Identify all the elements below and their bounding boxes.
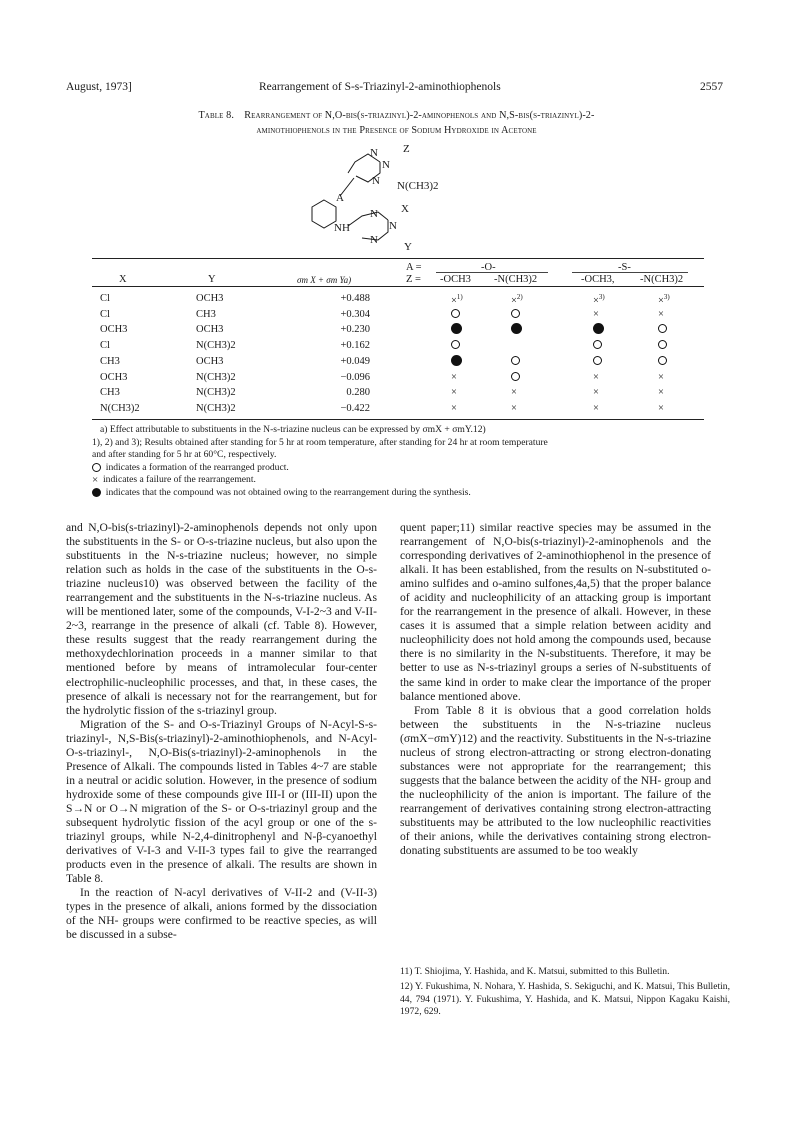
cell-y: N(CH3)2 [196,371,236,383]
cell-x: N(CH3)2 [100,402,140,414]
upper-z: Z [403,143,410,155]
cell-x: CH3 [100,387,120,399]
header-nme2-o: -N(CH3)2 [494,274,538,285]
table-bottom-rule [92,419,704,420]
legend-circle: indicates a formation of the rearranged product. [92,462,704,475]
header-x: X [119,274,127,285]
legend-cross: × indicates a failure of the rearrangement. [92,474,256,487]
filled-circle-icon [451,356,481,367]
header-date: August, 1973] [66,81,132,93]
running-title: Rearrangement of S-s-Triazinyl-2-aminothiophenols [259,81,501,93]
header-och3-s: -OCH3, [581,274,615,285]
cell-sigma: +0.162 [340,340,370,352]
cell-x: OCH3 [100,371,128,383]
cell-sigma: 0.280 [346,387,370,399]
table-top-rule [92,258,704,259]
cell-y: CH3 [196,308,216,320]
cross-icon: × [451,371,457,383]
cross-icon: × [593,371,599,383]
left-column [66,521,377,942]
cell-x: Cl [100,293,110,304]
open-circle-icon [92,463,101,472]
upper-n1: N [370,147,378,159]
header-sigma: σm X + σm Ya) [297,275,352,285]
cell-y: OCH3 [196,355,224,367]
table-caption-line2: aminothiophenols in the Presence of Sodium Hydroxide in Acetone [256,125,537,136]
cross-icon: × [511,387,517,399]
filled-circle-icon [451,324,481,335]
header-y: Y [208,274,216,285]
cross-icon: × [658,402,664,414]
chemical-structure [290,140,450,252]
cell-y: N(CH3)2 [196,387,236,399]
cell-x: Cl [100,308,110,320]
upper-n2: N [382,159,390,171]
table-notes [92,424,704,500]
cell-y: N(CH3)2 [196,340,236,352]
open-circle-icon [658,324,688,335]
cell-x: CH3 [100,355,120,367]
reference-11: 11) T. Shiojima, Y. Hashida, and K. Matsui, submitted to this Bulletin. [400,966,670,977]
references [400,966,730,1019]
open-circle-icon [593,340,623,351]
open-circle-icon [658,356,688,367]
open-circle-icon [593,356,623,367]
cross-icon: ×$^{3)}$ [658,293,670,307]
header-group-s: -S- [618,262,631,273]
header-nme2-s: -N(CH3)2 [640,274,684,285]
cross-icon: × [593,308,599,320]
cell-sigma: −0.096 [340,371,370,383]
cell-y: OCH3 [196,324,224,336]
cell-x: OCH3 [100,324,128,336]
right-para-2: From Table 8 it is obvious that a good correlation holds between the substituents in the N-s-triazine nucleus (σmX−σmY)12) and the reactivity. Substituents in the N-s-triazine nucleus of strong electron-attracting or strong electron-donating substances were not appropriate for the rearrangement; this suggests that the balance between the acidity of the NH- group and the nucleophilicity of the anion is important. The failure of the rearrangement of derivatives containing strong electron-attracting substituents may be attributed to the low nucleophilic reactivities of their anions, while the derivatives containing strong electron-donating substituents are assumed to be too weakly [400,703,711,858]
open-circle-icon [511,356,541,367]
cross-icon: × [593,402,599,414]
note-conditions-2: and after standing for 5 hr at 60°C, respectively. [92,449,277,461]
left-para-1: and N,O-bis(s-triazinyl)-2-aminophenols depends not only upon the substituents in the S- or O-s-triazine nucleus, but also upon the substituents in the N-s-triazine nucleus; however, no simple relation such as holds in the case of the substituents in the O-s-triazine nucleus10) was observed between the facility of the rearrangement and the substituents in the N-s-triazine nucleus. As will be mentioned later, some of the compounds, V-I-2~3 and V-II-2~3, rearrange in the presence of alkali (cf. Table 8). However, these results suggest that the ready rearrangement during the methoxydechlorination proceeds in a manner similar to that mentioned before by means of intramolecular four-center electrophilic-nucleophilic processes, and that, in these cases, the presence of alkali is necessary not for the rearrangement, but for the hydrolytic fission of the s-triazinyl group. [66,521,377,717]
cross-icon: × [511,402,517,414]
open-circle-icon [658,340,688,351]
cross-icon: × [593,387,599,399]
filled-circle-icon [511,324,541,335]
note-conditions-1: 1), 2) and 3); Results obtained after standing for 5 hr at room temperature, after standing for 24 hr at room temperature [92,436,548,448]
header-z-label: Z = [406,274,421,285]
cell-sigma: +0.049 [340,355,370,367]
legend-dot: indicates that the compound was not obtained owing to the rearrangement during the synthesis. [92,487,704,500]
cross-icon: × [92,474,99,487]
header-a-label: A = [406,262,422,273]
lower-triazine [348,212,388,240]
right-column [400,521,711,858]
cross-icon: ×$^{3)}$ [593,293,605,307]
cell-y: N(CH3)2 [196,402,236,414]
header-group-o: -O- [481,262,496,273]
cell-sigma: +0.304 [340,308,370,320]
open-circle-icon [451,340,481,351]
right-para-1: quent paper;11) similar reactive species may be assumed in the rearrangement of N,O-bis(s-triazinyl)-2-aminophenols and the corresponding derivatives of 2-aminothiophenol in the presence of alkali. It has been established, from the results on N-substituted o-amino sulfides and o-amino sulfones,4a,5) that the proper balance of acidity and nucleophilicity of an attacking group is important for the rearrangement in the presence of alkali. However, in these cases it is assumed that a simple relation between acidity and nucleophilicity does not hold among the compounds used, because there is no similarity in the N-substituents. Therefore, it may be better to use as N-s-triazinyl groups a series of N-substituents of the same kind in order to make clear the importance of the proper balance mentioned above. [400,521,711,703]
cell-sigma: −0.422 [340,402,370,414]
filled-circle-icon [92,488,101,497]
cross-icon: × [658,387,664,399]
cell-sigma: +0.488 [340,293,370,304]
upper-n3: N [372,175,380,187]
note-a: a) Effect attributable to substituents in the N-s-triazine nucleus can be expressed by σmX + σmY.12) [100,424,486,435]
lower-y: Y [404,241,412,252]
cell-y: OCH3 [196,293,224,304]
cross-icon: × [658,308,664,320]
left-para-3: In the reaction of N-acyl derivatives of V-II-2 and (V-II-3) types in the presence of alkali, anions formed by the dissociation of the NH- groups were confirmed to be reactive species, as will be discussed in a subse- [66,886,377,942]
benzene-ring [312,200,336,228]
open-circle-icon [511,309,541,320]
cross-icon: ×$^{2)}$ [511,293,523,307]
filled-circle-icon [593,324,623,335]
cell-x: Cl [100,340,110,352]
cross-icon: × [451,402,457,414]
cross-icon: × [658,371,664,383]
table-caption-line1: Table 8. Rearrangement of N,O-bis(s-triazinyl)-2-aminophenols and N,S-bis(s-triazinyl)-2- [198,110,595,121]
table-mid-rule [92,286,704,287]
lower-n3: N [370,234,378,246]
left-para-2: Migration of the S- and O-s-Triazinyl Groups of N-Acyl-S-s-triazinyl-, N,S-Bis(s-triazinyl)-2-aminothiophenols, and N-Acyl-O-s-triazinyl-, N,O-Bis(s-triazinyl)-2-aminophenols in the Presence of Alkali. The compounds listed in Tables 4~7 are stable in a neutral or acidic solution. However, in the presence of sodium hydroxide some of these compounds give III-I or (III-II) upon the S→N or O→N migration of the S- or O-s-triazinyl group and the subsequent hydrolytic fission of the acyl group or one of the s-triazinyl groups, while N-2,4-dinitrophenyl and N-β-cyanoethyl derivatives of V-I-3 and V-II-3 types fail to give the rearranged products even in the presence of alkali. The results are shown in Table 8. [66,717,377,886]
open-circle-icon [511,372,541,383]
cross-icon: ×$^{1)}$ [451,293,463,307]
cell-sigma: +0.230 [340,324,370,336]
lower-x: X [401,203,409,215]
lower-n1: N [370,208,378,220]
reference-12: 12) Y. Fukushima, N. Nohara, Y. Hashida, S. Sekiguchi, and K. Matsui, This Bulletin, 44, 794 (1971). Y. Fukushima, Y. Hashida, and K. Matsui, Nippon Kagaku Kaishi, 1972, 629. [400,981,730,1018]
open-circle-icon [451,309,481,320]
lower-n2: N [389,220,397,232]
header-och3-o: -OCH3 [440,274,471,285]
lower-nh: NH [334,222,350,234]
upper-nme2: N(CH3)2 [397,180,439,192]
cross-icon: × [451,387,457,399]
linker-a: A [336,192,344,204]
page-number: 2557 [700,81,723,93]
